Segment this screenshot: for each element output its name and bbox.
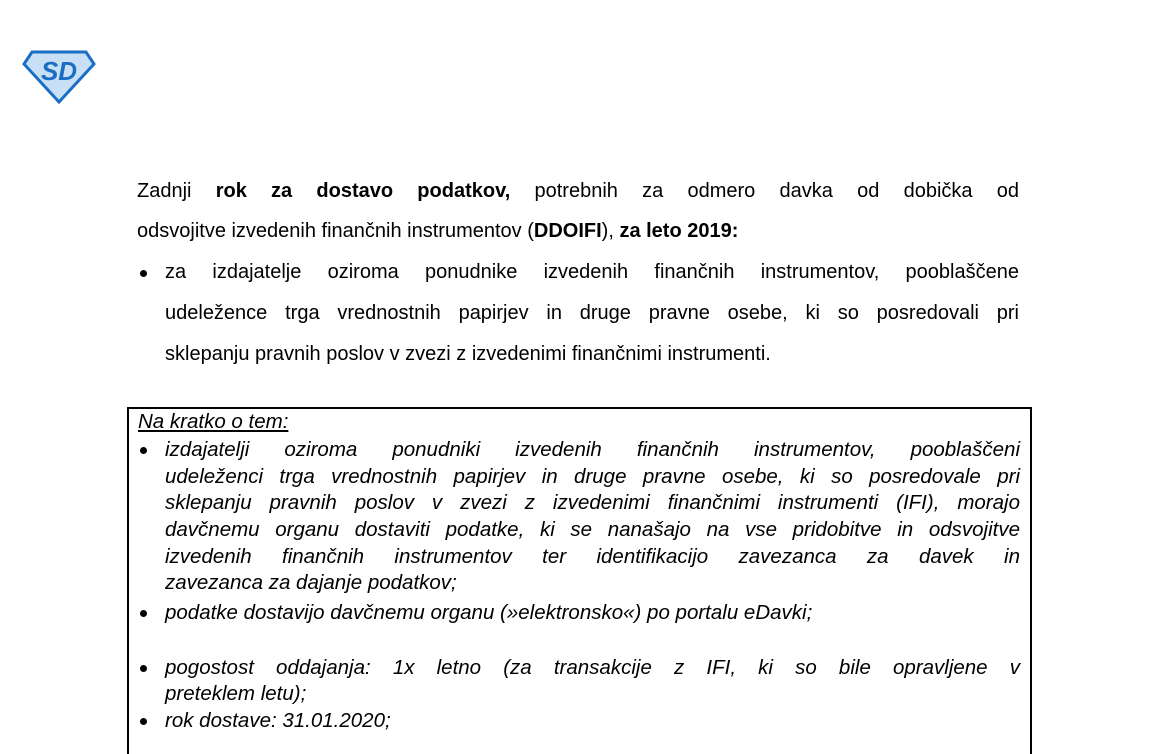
intro-line-1: Zadnji rok za dostavo podatkov, potrebnih za odmero davka od dobička od — [137, 180, 1019, 202]
company-logo — [22, 48, 96, 104]
intro-bullet-line: sklepanju pravnih poslov v zvezi z izvedenimi finančnimi instrumenti. — [165, 343, 771, 365]
bullet-icon — [140, 610, 147, 617]
bullet-icon — [140, 665, 147, 672]
summary-line: pogostost oddajanja: 1x letno (za transakcije z IFI, ki so bile opravljene v — [165, 656, 1020, 679]
svg-text:SD: SD — [40, 56, 78, 86]
summary-line: davčnemu organu dostaviti podatke, ki se nanašajo na vse pridobitve in odsvojitve — [165, 518, 1020, 541]
summary-line: udeleženci trga vrednostnih papirjev in druge pravne osebe, ki so posredovale pri — [165, 465, 1020, 488]
intro-bullet-line: udeležence trga vrednostnih papirjev in druge pravne osebe, ki so posredovali pri — [165, 302, 1019, 324]
summary-line: sklepanju pravnih poslov v zvezi z izvedenimi finančnimi instrumenti (IFI), morajo — [165, 491, 1020, 514]
intro-line-2: odsvojitve izvedenih finančnih instrumentov (DDOIFI), za leto 2019: — [137, 220, 739, 242]
intro-bullet-line: za izdajatelje oziroma ponudnike izvedenih finančnih instrumentov, pooblaščene — [165, 261, 1019, 283]
summary-line: podatke dostavijo davčnemu organu (»elektronsko«) po portalu eDavki; — [165, 601, 813, 624]
summary-line: rok dostave: 31.01.2020; — [165, 709, 391, 732]
bullet-icon — [140, 718, 147, 725]
summary-line: zavezanca za dajanje podatkov; — [165, 571, 457, 594]
summary-line: izdajatelji oziroma ponudniki izvedenih finančnih instrumentov, pooblaščeni — [165, 438, 1020, 461]
summary-line: preteklem letu); — [165, 682, 307, 705]
summary-title: Na kratko o tem: — [138, 410, 289, 433]
summary-line: izvedenih finančnih instrumentov ter identifikacijo zavezanca za davek in — [165, 545, 1020, 568]
bullet-icon — [140, 447, 147, 454]
bullet-icon — [140, 270, 147, 277]
